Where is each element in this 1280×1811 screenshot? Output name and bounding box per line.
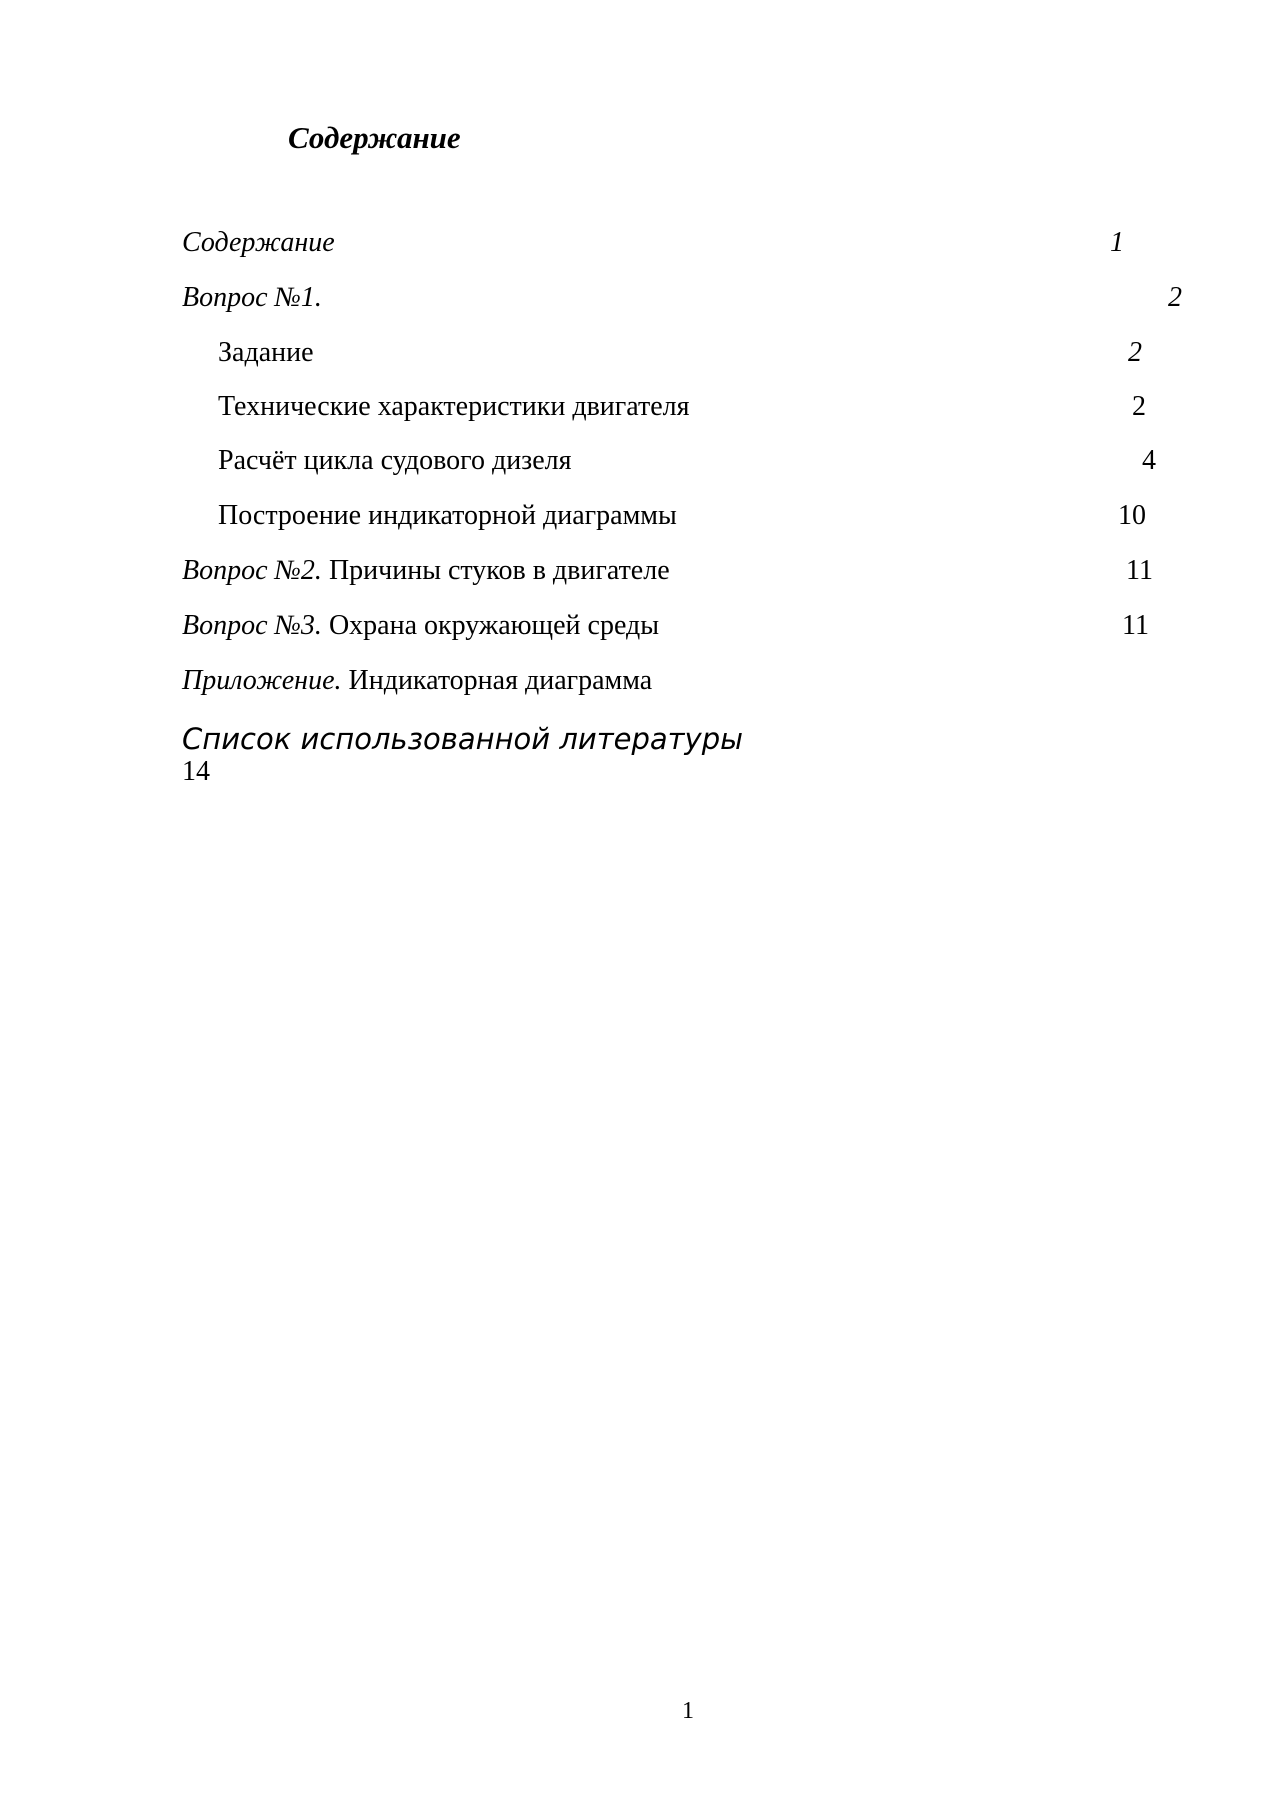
toc-entry-task[interactable] bbox=[218, 339, 314, 367]
toc-entry-cycle-calc[interactable] bbox=[218, 447, 572, 475]
toc-entry-question-3[interactable] bbox=[182, 612, 659, 640]
page-title: Содержание bbox=[288, 120, 461, 155]
toc-entry-prefix: Вопрос №3. bbox=[182, 610, 322, 641]
toc-entry-label: Содержание bbox=[182, 227, 335, 258]
toc-page-number: 14 bbox=[182, 756, 210, 787]
toc-entry-label: Технические характеристики двигателя bbox=[218, 391, 690, 422]
footer-page-number: 1 bbox=[682, 1698, 694, 1724]
toc-entry-label: Причины стуков в двигателе bbox=[321, 555, 670, 586]
toc-entry-label: Охрана окружающей среды bbox=[321, 610, 660, 641]
toc-entry-question-1[interactable] bbox=[182, 284, 322, 312]
toc-entry-engine-specs[interactable] bbox=[218, 393, 689, 421]
toc-entry-literature[interactable]: Список использованной литературы bbox=[182, 722, 744, 756]
toc-entry-label: Задание bbox=[218, 337, 314, 368]
toc-entry-contents[interactable] bbox=[182, 229, 335, 257]
toc-page-number: 2 bbox=[1132, 391, 1146, 422]
toc-entry-prefix: Вопрос №2. bbox=[182, 555, 322, 586]
toc-entry-question-2[interactable] bbox=[182, 557, 670, 585]
toc-entry-label: Вопрос №1. bbox=[182, 282, 322, 313]
toc-entry-label: Построение индикаторной диаграммы bbox=[218, 500, 677, 531]
toc-page-number: 11 bbox=[1122, 610, 1149, 641]
toc-entry-label: Расчёт цикла судового дизеля bbox=[218, 445, 572, 476]
toc-page-number: 11 bbox=[1126, 555, 1153, 586]
toc-page-number: 2 bbox=[1168, 282, 1182, 313]
toc-entry-prefix: Приложение. bbox=[182, 665, 342, 696]
toc-page-number: 2 bbox=[1128, 337, 1142, 368]
toc-page-number: 10 bbox=[1118, 500, 1146, 531]
toc-entry-indicator-diagram[interactable] bbox=[218, 502, 677, 530]
toc-page-number: 4 bbox=[1142, 445, 1156, 476]
toc-entry-label: Индикаторная диаграмма bbox=[341, 665, 653, 696]
toc-page-number: 1 bbox=[1110, 227, 1124, 258]
toc-entry-appendix[interactable] bbox=[182, 667, 652, 695]
